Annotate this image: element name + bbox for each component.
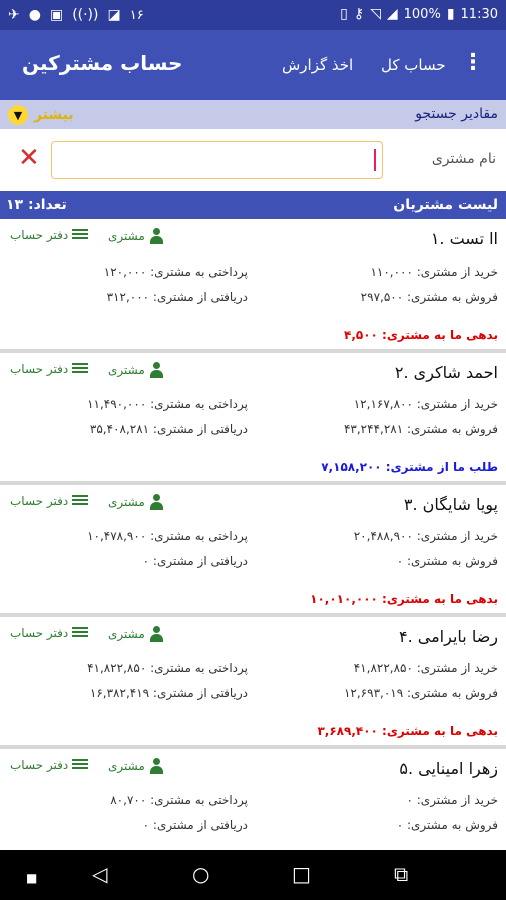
status-bar xyxy=(0,0,506,30)
received-from-customer: دریافتی از مشتری: ۳۱۲,۰۰۰ xyxy=(106,290,248,304)
text-caret xyxy=(374,149,376,171)
customer-button[interactable]: مشتری xyxy=(108,362,163,378)
search-row xyxy=(0,129,506,191)
sell-to-customer: فروش به مشتری: ۰ xyxy=(396,554,498,568)
key-icon: ⚷ xyxy=(353,6,365,22)
list-icon xyxy=(72,363,88,375)
list-icon xyxy=(72,229,88,241)
list-header xyxy=(0,191,506,219)
customer-button[interactable]: مشتری xyxy=(108,626,163,642)
status-right-icons xyxy=(340,6,498,22)
list-icon xyxy=(72,495,88,507)
buy-from-customer: خرید از مشتری: ۱۱۰,۰۰۰ xyxy=(370,265,498,279)
navigation-bar xyxy=(0,850,506,900)
sell-to-customer: فروش به مشتری: ۰ xyxy=(396,818,498,832)
ledger-button[interactable]: دفتر حساب xyxy=(10,228,88,242)
customer-card-2[interactable] xyxy=(0,353,506,481)
clock: 11:30 xyxy=(460,6,498,22)
received-from-customer: دریافتی از مشتری: ۰ xyxy=(142,818,248,832)
recents-icon[interactable]: □ xyxy=(292,862,311,886)
list-count: تعداد: ۱۳ xyxy=(6,197,67,213)
customer-card-5[interactable] xyxy=(0,749,506,850)
balance: بدهی ما به مشتری: ۳,۶۸۹,۴۰۰ xyxy=(317,724,498,738)
paid-to-customer: پرداختی به مشتری: ۱۲۰,۰۰۰ xyxy=(103,265,248,279)
person-icon xyxy=(149,758,163,774)
ledger-button[interactable]: دفتر حساب xyxy=(10,494,88,508)
sell-to-customer: فروش به مشتری: ۲۹۷,۵۰۰ xyxy=(360,290,498,304)
customer-button[interactable]: مشتری xyxy=(108,758,163,774)
customer-name-label: نام مشتری xyxy=(431,151,496,167)
paid-to-customer: پرداختی به مشتری: ۴۱,۸۲۲,۸۵۰ xyxy=(87,661,248,675)
clear-icon[interactable]: ✕ xyxy=(18,143,40,173)
ledger-button[interactable]: دفتر حساب xyxy=(10,626,88,640)
more-vert-icon[interactable]: ⋮ xyxy=(462,50,484,75)
paid-to-customer: پرداختی به مشتری: ۱۱,۴۹۰,۰۰۰ xyxy=(87,397,248,411)
chart-icon: ◪ xyxy=(107,7,121,23)
person-icon xyxy=(149,228,163,244)
person-icon xyxy=(149,494,163,510)
battery-icon: ▮ xyxy=(446,6,455,22)
customer-name: ۲. احمد شاکری xyxy=(394,363,498,382)
search-header xyxy=(0,100,506,129)
status-left-icons xyxy=(8,7,144,23)
circle-icon: ● xyxy=(28,7,41,23)
customer-card-4[interactable] xyxy=(0,617,506,745)
customer-name: ۵. زهرا امینایی xyxy=(399,759,498,778)
more-label: بیشتر xyxy=(34,107,74,123)
list-title: لیست مشتریان xyxy=(393,197,498,213)
received-from-customer: دریافتی از مشتری: ۰ xyxy=(142,554,248,568)
no-sim-icon: ◹ xyxy=(370,6,381,22)
share-icon: ✈ xyxy=(8,7,20,23)
person-icon xyxy=(149,362,163,378)
dot-icon[interactable]: ■ xyxy=(26,871,38,885)
ledger-button[interactable]: دفتر حساب xyxy=(10,362,88,376)
customer-name: ۴. رضا بایرامی xyxy=(399,627,498,646)
received-from-customer: دریافتی از مشتری: ۱۶,۳۸۲,۴۱۹ xyxy=(89,686,248,700)
paid-to-customer: پرداختی به مشتری: ۸۰,۷۰۰ xyxy=(110,793,248,807)
page-title: حساب مشترکین xyxy=(22,51,183,75)
image-icon: ▣ xyxy=(49,7,64,23)
more-toggle[interactable] xyxy=(8,105,74,125)
home-icon[interactable]: ○ xyxy=(192,862,210,886)
sell-to-customer: فروش به مشتری: ۱۲,۶۹۳,۰۱۹ xyxy=(343,686,498,700)
report-button[interactable]: اخذ گزارش xyxy=(282,56,354,74)
buy-from-customer: خرید از مشتری: ۱۲,۱۶۷,۸۰۰ xyxy=(353,397,498,411)
sell-to-customer: فروش به مشتری: ۴۳,۲۴۴,۲۸۱ xyxy=(343,422,498,436)
balance: بدهی ما به مشتری: ۱۰,۰۱۰,۰۰۰ xyxy=(310,592,498,606)
buy-from-customer: خرید از مشتری: ۲۰,۴۸۸,۹۰۰ xyxy=(353,529,498,543)
received-from-customer: دریافتی از مشتری: ۳۵,۴۰۸,۲۸۱ xyxy=(89,422,248,436)
list-icon xyxy=(72,759,88,771)
customer-name: ۱. اا تست xyxy=(430,229,498,248)
vibrate-icon: ▯ xyxy=(340,6,348,22)
signal-icon: ◢ xyxy=(386,6,398,22)
chevron-down-icon: ▼ xyxy=(8,105,28,125)
balance: طلب ما از مشتری: ۷,۱۵۸,۲۰۰ xyxy=(321,460,498,474)
notification-count: ۱۶ xyxy=(129,7,144,23)
person-icon xyxy=(149,626,163,642)
battery-level: 100% xyxy=(403,6,441,22)
customer-button[interactable]: مشتری xyxy=(108,494,163,510)
balance: بدهی ما به مشتری: ۴,۵۰۰ xyxy=(344,328,498,342)
wifi-icon: ((·)) xyxy=(72,7,99,23)
back-icon[interactable]: ◁ xyxy=(92,862,108,886)
search-header-title: مقادیر جستجو xyxy=(415,106,498,122)
list-icon xyxy=(72,627,88,639)
customer-name-input[interactable] xyxy=(51,141,383,179)
general-account-button[interactable]: حساب کل xyxy=(381,56,446,74)
ledger-button[interactable]: دفتر حساب xyxy=(10,758,88,772)
buy-from-customer: خرید از مشتری: ۰ xyxy=(406,793,498,807)
customer-card-1[interactable] xyxy=(0,219,506,349)
cast-icon[interactable]: ⧉ xyxy=(394,862,409,886)
customer-button[interactable]: مشتری xyxy=(108,228,163,244)
app-bar xyxy=(0,30,506,100)
paid-to-customer: پرداختی به مشتری: ۱۰,۴۷۸,۹۰۰ xyxy=(87,529,248,543)
customer-name: ۳. پویا شایگان xyxy=(403,495,498,514)
buy-from-customer: خرید از مشتری: ۴۱,۸۲۲,۸۵۰ xyxy=(353,661,498,675)
customer-card-3[interactable] xyxy=(0,485,506,613)
